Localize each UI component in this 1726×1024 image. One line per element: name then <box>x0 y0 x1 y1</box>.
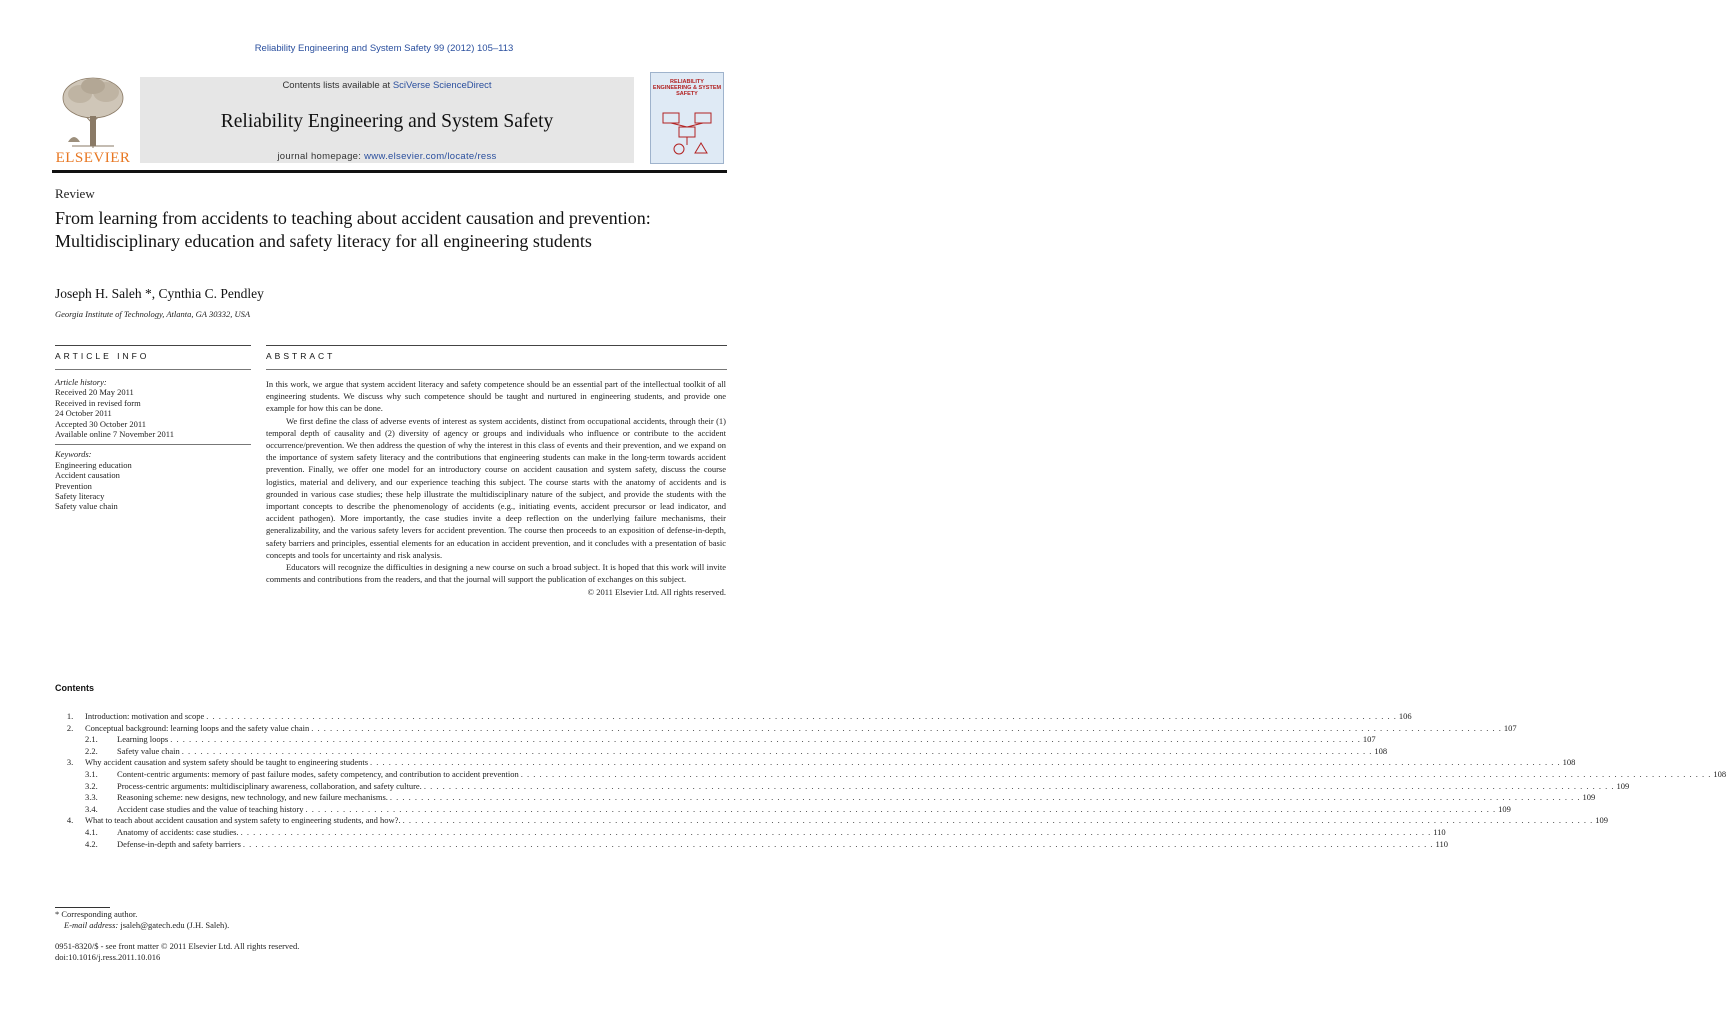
toc-entry[interactable] <box>55 838 1448 851</box>
keyword: Safety value chain <box>55 501 118 512</box>
keyword: Prevention <box>55 480 92 491</box>
toc-leader-dots <box>182 746 1373 756</box>
toc-entry[interactable] <box>55 826 1446 839</box>
publisher-wordmark: ELSEVIER <box>55 150 131 166</box>
toc-entry-title: Defense-in-depth and safety barriers <box>117 838 241 849</box>
toc-leader-dots <box>424 781 1615 791</box>
footnotes <box>55 909 229 930</box>
toc-entry-title: Accident case studies and the value of teaching history <box>117 803 304 814</box>
article-info-rule <box>55 345 251 346</box>
masthead-divider <box>52 170 727 173</box>
toc-entry[interactable] <box>55 780 1630 793</box>
toc-entry-page: 109 <box>1595 815 1608 826</box>
toc-entry-number: 3.2. <box>85 780 98 791</box>
author-affiliation: Georgia Institute of Technology, Atlanta, GA 30332, USA <box>55 309 251 319</box>
toc-entry-number: 3.4. <box>85 803 98 814</box>
toc-entry-page: 107 <box>1503 722 1517 733</box>
keyword: Engineering education <box>55 459 132 470</box>
abstract-subrule <box>266 369 727 370</box>
cover-title: RELIABILITY ENGINEERING & SYSTEM SAFETY <box>652 79 722 97</box>
doi-line[interactable]: doi:10.1016/j.ress.2011.10.016 <box>55 952 161 962</box>
toc-entry-number: 3. <box>66 757 74 768</box>
abstract-paragraph: In this work, we argue that system accident literacy and safety competence should be an essential part of the intellectual toolkit of all engineering students. We discuss why such competence should be taught and nurtured in engineering students, and provide one example for how this can be done. <box>266 379 726 414</box>
toc-entry-title: Introduction: motivation and scope <box>85 711 205 721</box>
toc-entry-page: 108 <box>1713 768 1726 779</box>
toc-entry[interactable] <box>55 757 1576 769</box>
article-title: From learning from accidents to teaching about accident causation and prevention: Multidisciplinary education and safety literacy for all engineering students <box>55 208 651 251</box>
toc-entry-page: 109 <box>1616 780 1630 791</box>
toc-entry-number: 2. <box>66 722 74 733</box>
toc-entry-page: 110 <box>1435 838 1448 849</box>
history-line: 24 October 2011 <box>55 408 112 419</box>
front-matter-info <box>55 941 299 963</box>
tree-icon <box>52 72 134 150</box>
toc-entry[interactable] <box>55 711 1412 723</box>
toc-leader-dots <box>305 804 1496 814</box>
article-info-heading: ARTICLE INFO <box>55 351 150 361</box>
toc-entry-page: 107 <box>1362 734 1376 745</box>
toc-entry-title: Why accident causation and system safety should be taught to engineering students <box>85 757 369 768</box>
toc-entry-number: 2.1. <box>85 734 98 745</box>
toc-entry-title: Reasoning scheme: new designs, new technology, and new failure mechanisms. <box>117 792 388 803</box>
toc-entry[interactable] <box>55 768 1726 781</box>
keywords-label: Keywords: <box>55 449 92 460</box>
history-line: Received 20 May 2011 <box>55 387 134 398</box>
toc-entry-page: 110 <box>1433 826 1446 837</box>
email-address[interactable]: jsaleh@gatech.edu (J.H. Saleh). <box>118 919 230 930</box>
toc-leader-dots <box>241 827 1432 837</box>
toc-entry-title: Content-centric arguments: memory of past failure modes, safety competency, and contribution to accident prevention <box>117 768 519 779</box>
toc-entry-number: 1. <box>66 711 74 721</box>
homepage-link[interactable]: www.elsevier.com/locate/ress <box>364 151 497 162</box>
toc-leader-dots <box>311 723 1502 733</box>
toc-entry-title: Safety value chain <box>117 745 180 756</box>
toc-leader-dots <box>206 711 1397 721</box>
toc-entry[interactable] <box>55 815 1608 827</box>
history-line: Received in revised form <box>55 397 141 408</box>
abstract-heading: ABSTRACT <box>266 351 336 361</box>
keywords-divider <box>55 444 251 445</box>
journal-citation[interactable]: Reliability Engineering and System Safety 99 (2012) 105–113 <box>254 43 514 54</box>
toc-entry[interactable] <box>55 745 1388 758</box>
history-line: Accepted 30 October 2011 <box>55 418 147 429</box>
history-label: Article history: <box>55 377 107 387</box>
journal-homepage <box>140 151 634 162</box>
toc-entry-number: 2.2. <box>85 745 98 756</box>
toc-leader-dots <box>170 734 1361 744</box>
toc-leader-dots <box>390 792 1581 802</box>
toc-entry-number: 4. <box>66 815 74 826</box>
toc-entry-number: 4.1. <box>85 826 98 837</box>
abstract <box>266 378 726 599</box>
table-of-contents <box>55 711 1726 850</box>
contents-heading: Contents <box>55 683 94 693</box>
email-note <box>55 920 229 931</box>
journal-masthead <box>52 72 727 168</box>
toc-entry-page: 106 <box>1398 711 1412 721</box>
cover-diagram-icon <box>651 73 725 165</box>
contents-prefix: Contents lists available at <box>282 80 393 91</box>
toc-entry-page: 109 <box>1582 792 1596 803</box>
toc-entry-title: Process-centric arguments: multidisciplinary awareness, collaboration, and safety culture. <box>117 780 422 791</box>
toc-entry[interactable] <box>55 803 1511 816</box>
history-line: Available online 7 November 2011 <box>55 429 174 440</box>
keyword: Safety literacy <box>55 491 105 502</box>
toc-entry[interactable] <box>55 792 1596 804</box>
toc-entry-number: 3.1. <box>85 768 98 779</box>
sciencedirect-link[interactable]: SciVerse ScienceDirect <box>392 80 492 91</box>
toc-entry-number: 3.3. <box>85 792 98 803</box>
copyright-notice: © 2011 Elsevier Ltd. All rights reserved. <box>587 587 726 598</box>
author-list[interactable]: Joseph H. Saleh *, Cynthia C. Pendley <box>55 286 264 301</box>
article-type: Review <box>55 186 95 201</box>
toc-leader-dots <box>243 839 1434 849</box>
abstract-paragraph: Educators will recognize the difficulties in designing a new course on such a broad subject. It is hoped that this work will invite comments and contributions from the readers, and that the journal will support the publication of exchanges on this subject. <box>266 562 726 585</box>
journal-cover-thumbnail[interactable] <box>650 72 724 164</box>
toc-entry-number: 4.2. <box>85 838 98 849</box>
issn-line: 0951-8320/$ - see front matter © 2011 Elsevier Ltd. All rights reserved. <box>55 941 300 951</box>
toc-leader-dots <box>370 757 1561 767</box>
journal-header-panel <box>140 77 634 163</box>
toc-entry[interactable] <box>55 722 1517 735</box>
article-info <box>55 377 250 512</box>
homepage-prefix: journal homepage: <box>277 151 365 162</box>
abstract-paragraph: We first define the class of adverse events of interest as system accidents, distinct from occupational accidents, through their (1) temporal depth of causality and (2) diversity of agency or groups and individuals who influence or contribute to the accident occurrence/prevention. We then address the question of why the interest in this class of events and their prevention, and we expand on the importance of system safety literacy and the contributions that engineering students can make in the long-term towards accident prevention. Finally, we offer one model for an introductory course on accident causation and system safety, discuss the course logistics, material and delivery, and our experience teaching this subject. The course starts with the anatomy of accidents and is grounded in various case studies; these help illustrate the multidisciplinary nature of the subject, and provide the students with the important concepts to describe the phenomenology of accidents (e.g., initiating events, accident precursor or lead indicator, and accident pathogen). More importantly, the case studies invite a deep reflection on the underlying failure mechanisms, their generalizability, and the various safety levers for accident prevention. The course then proceeds to an exposition of defense-in-depth, safety barriers and principles, essential elements for an education in accident prevention, and it concludes with a presentation of basic concepts and tools for uncertainty and risk analysis. <box>266 415 726 560</box>
article-info-subrule <box>55 369 251 370</box>
corresponding-author-note: * Corresponding author. <box>55 909 138 919</box>
email-label: E-mail address: <box>64 919 119 930</box>
footnote-divider <box>55 907 110 908</box>
toc-entry-page: 108 <box>1374 745 1388 756</box>
elsevier-tree-logo <box>52 72 134 166</box>
toc-entry[interactable] <box>55 734 1376 746</box>
journal-name: Reliability Engineering and System Safety <box>220 111 554 132</box>
keyword: Accident causation <box>55 470 120 481</box>
toc-leader-dots <box>521 769 1712 779</box>
toc-entry-title: What to teach about accident causation and system safety to engineering students, and how?. <box>85 815 401 826</box>
toc-entry-title: Learning loops <box>117 734 169 745</box>
contents-availability <box>140 80 634 91</box>
toc-entry-page: 109 <box>1498 803 1511 814</box>
toc-entry-title: Conceptual background: learning loops and the safety value chain <box>85 722 310 733</box>
toc-entry-title: Anatomy of accidents: case studies. <box>117 826 239 837</box>
toc-leader-dots <box>403 815 1594 825</box>
toc-entry-page: 108 <box>1562 757 1576 768</box>
abstract-rule <box>266 345 727 346</box>
